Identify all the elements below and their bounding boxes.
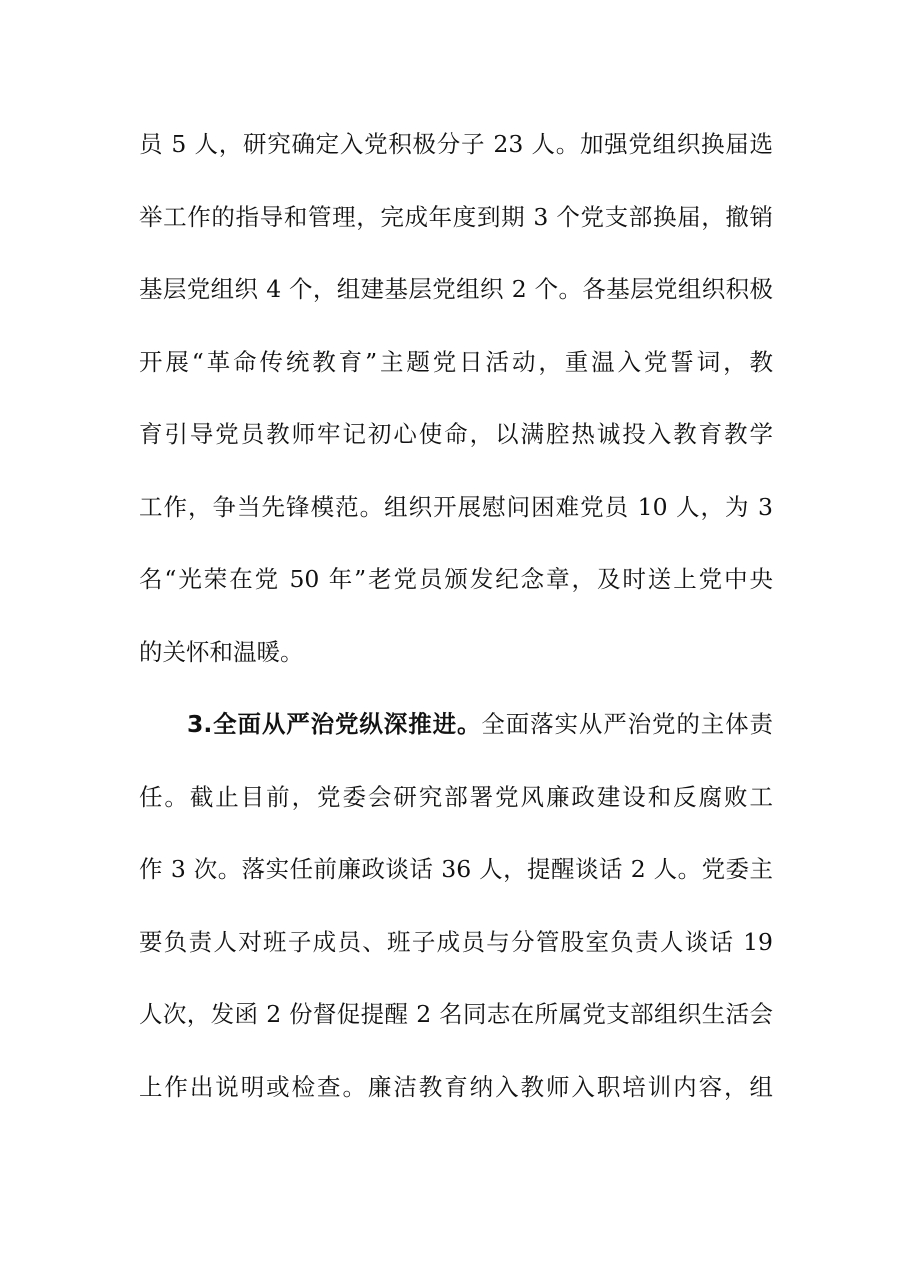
paragraph-line: 举工作的指导和管理，完成年度到期 3 个党支部换届，撤销 — [139, 202, 773, 231]
paragraph-line: 员 5 人，研究确定入党积极分子 23 人。加强党组织换届选 — [139, 130, 773, 158]
paragraph-line: 名“光荣在党 50 年”老党员颁发纪念章，及时送上党中央 — [139, 565, 773, 593]
paragraph-line: 人次，发函 2 份督促提醒 2 名同志在所属党支部组织生活会 — [139, 1000, 773, 1028]
paragraph-line: 育引导党员教师牢记初心使命，以满腔热诚投入教育教学 — [139, 420, 773, 448]
section-heading-rest: 全面落实从严治党的主体责 — [481, 710, 773, 738]
document-body — [139, 120, 773, 1135]
paragraph-line: 要负责人对班子成员、班子成员与分管股室负责人谈话 19 — [139, 927, 773, 956]
section-heading: 3.全面从严治党纵深推进。 — [187, 710, 482, 738]
paragraph-line: 工作，争当先锋模范。组织开展慰问困难党员 10 人，为 3 — [139, 492, 773, 521]
paragraph-line: 开展“革命传统教育”主题党日活动，重温入党誓词，教 — [139, 347, 773, 376]
section-heading-line — [139, 700, 773, 773]
paragraph-line: 的关怀和温暖。 — [139, 637, 304, 666]
paragraph-line: 作 3 次。落实任前廉政谈话 36 人，提醒谈话 2 人。党委主 — [139, 855, 773, 883]
paragraph-line: 任。截止目前，党委会研究部署党风廉政建设和反腐败工 — [139, 782, 773, 811]
paragraph-line: 基层党组织 4 个，组建基层党组织 2 个。各基层党组织积极 — [139, 275, 773, 303]
paragraph-line: 上作出说明或检查。廉洁教育纳入教师入职培训内容，组 — [139, 1072, 773, 1101]
